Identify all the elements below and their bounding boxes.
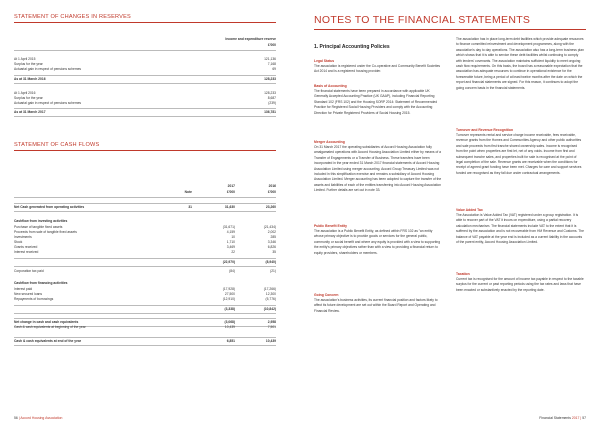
note-subheading: Legal Status: [314, 59, 335, 63]
note-header: Note: [184, 190, 192, 194]
cashflow-row-value-2016: 7,501: [267, 325, 276, 329]
cashflow-row-value-2017: (3,068): [224, 320, 235, 324]
reserves-row-value: 136,781: [264, 110, 276, 114]
note-paragraph: The association's business activities, its current financial position and factors likely to affect its future development are set out within the Board Report and Operating and Financial Review.: [314, 298, 438, 313]
notes-title: NOTES TO THE FINANCIAL STATEMENTS: [314, 14, 531, 26]
cashflow-row-value-2017: 6,851: [226, 339, 235, 343]
right-page-number: 57: [582, 416, 586, 420]
unit-header-2016: £'000: [267, 190, 276, 194]
cashflow-row-value-2016: (5,776): [265, 297, 276, 301]
reserves-row-label: As at 31 March 2017: [14, 110, 46, 114]
reserves-row-value: 8,687: [267, 96, 276, 100]
note-subheading: Value Added Tax: [456, 208, 483, 212]
cashflow-row-value-2017: 10,439: [224, 325, 235, 329]
cashflow-row-label: Investments: [14, 235, 32, 239]
cashflow-row-value-2017: 1,710: [226, 240, 235, 244]
unit-header-2017: £'000: [226, 190, 235, 194]
year-header-2017: 2017: [227, 184, 235, 188]
note-paragraph: The association is a Public Benefit Entity, as defined within FRS 102 as "an entity whose primary objective is to provide goods or services for the general public, community or social benefit and where any equity is provided with a view to supporting the entity's primary objectives rather than with a view to providing a financial return to equity providers, shareholders or members.: [314, 229, 441, 255]
cashflow-row-label: Cash & cash equivalents at end of the year: [14, 339, 82, 343]
cashflow-row-value-2016: 35: [272, 250, 276, 254]
cashflow-row-value-2016: 6,826: [267, 245, 276, 249]
cashflow-row-value-2016: (21,434): [263, 225, 276, 229]
cashflow-row-value-2017: (17,928): [222, 287, 235, 291]
reserve-column-header: Income and expenditure reserve: [225, 37, 276, 41]
cashflow-row-value-2017: (12,910): [222, 297, 235, 301]
cashflow-row-label: Proceeds from sale of tangible fixed assets: [14, 230, 77, 234]
note-paragraph: The association is registered under the Co-operative and Community Benefit Societies Act 2014 and is a registered housing provider.: [314, 64, 441, 74]
cashflow-row-value-2017: (31,671): [222, 225, 235, 229]
cashflow-row-value-2016: 23,260: [265, 205, 276, 209]
reserves-row-label: Actuarial gain in respect of pensions schemes: [14, 67, 82, 71]
reserves-row-value: 128,233: [264, 91, 276, 95]
note-subheading: Public Benefit Entity: [314, 224, 347, 228]
cashflow-row-label: Cash & cash equivalents at beginning of the year: [14, 325, 86, 329]
cashflow-row-label: Net change in cash and cash equivalents: [14, 320, 79, 324]
changes-in-reserves-title: STATEMENT OF CHANGES IN RESERVES: [14, 14, 131, 20]
cashflow-row-label: Corporation tax paid: [14, 269, 44, 273]
reserve-column-unit: £'000: [267, 43, 276, 47]
cashflow-row-label: Net Cash generated from operating activities: [14, 205, 85, 209]
cashflow-row-value-2016: (10,842): [263, 307, 276, 311]
note-paragraph: Current tax is recognised for the amount of income tax payable in respect to the taxable surplus for the current or past reporting periods using the tax rates and laws that have been enacted or substantively enacted by the reporting date.: [456, 277, 584, 292]
cashflow-row-value-2017: (22,970): [222, 260, 235, 264]
cashflow-row-value-2017: 31,630: [224, 205, 235, 209]
right-page: [300, 0, 600, 424]
note-subheading: Taxation: [456, 272, 470, 276]
right-footer-label: Financial Statements: [539, 416, 571, 420]
cashflow-row-label: Stock: [14, 240, 23, 244]
cash-flows-title: STATEMENT OF CASH FLOWS: [14, 142, 100, 148]
cashflow-row-value-2017: (84): [229, 269, 235, 273]
right-footer: Financial Statements 2017 | 57: [539, 416, 586, 420]
reserves-row-value: 7,168: [267, 62, 276, 66]
left-footer: 56 | Accord Housing Association: [14, 416, 63, 420]
cashflow-row-value-2017: 3,469: [226, 245, 235, 249]
reserves-row-label: As at 31 March 2016: [14, 77, 46, 81]
reserves-row-label: Surplus for the year: [14, 62, 43, 66]
note-paragraph: The Association is Value Added Tax (VAT) registered under a group registration. It is able to recover part of the VAT it incurs on expenditure, using a partial recovery calculation mechanism. The financial statements include VAT to the extent that it is suffered by the association and is not recoverable from HM Revenue and Customs. The balance of VAT payable at the year end is included as a current liability in the accounts of the parent entity, Accord Housing Association Limited.: [456, 213, 584, 245]
cashflow-row-label: New secured loans: [14, 292, 43, 296]
cashflow-row-value-2016: 12,300: [265, 292, 276, 296]
cashflow-row-value-2016: 2,002: [267, 230, 276, 234]
reserves-row-label: At 1 April 2015: [14, 57, 36, 61]
cashflow-row-label: Repayments of borrowings: [14, 297, 54, 301]
title-rule: [14, 150, 276, 151]
cashflow-row-value-2016: 2,958: [267, 320, 276, 324]
cashflow-row-note: 31: [188, 205, 192, 209]
cashflow-row-value-2017: 27,500: [224, 292, 235, 296]
cashflow-row-value-2016: 285: [270, 235, 276, 239]
cashflow-row-value-2016: (17,266): [263, 287, 276, 291]
cashflow-row-label: Interest paid: [14, 287, 33, 291]
note-paragraph: Turnover represents rental and service charge income receivable, fees receivable, revenue grants from the Homes and Communities Agency and other public authorities and sale proceeds from first tranche shared ownership sales. Income is recognised from the point when properties are first let, net of any voids. Income from first and subsequent tranche sales, and properties built for sale is recognised at the point of legal completion of the sale. Revenue grants are receivable when the conditions for receipt of agreed grant funding have been met. Charges for care and support services funded are recognised as they fall due under contractual arrangements.: [456, 133, 582, 175]
note-subheading: Basis of Accounting: [314, 84, 347, 88]
reserves-row-value: 69: [272, 67, 276, 71]
note-subheading: Turnover and Revenue Recognition: [456, 128, 514, 132]
note-subheading: Going Concern: [314, 293, 339, 297]
cashflow-row-value-2016: (8,940): [265, 260, 276, 264]
cashflow-row-value-2016: (21): [270, 269, 276, 273]
title-rule: [14, 22, 276, 23]
cashflow-row-value-2016: 10,439: [265, 339, 276, 343]
cashflow-row-label: Grants received: [14, 245, 38, 249]
cashflow-row-value-2017: 22: [231, 250, 235, 254]
reserves-row-label: Actuarial gain in respect of pensions schemes: [14, 101, 82, 105]
section-title: 1. Principal Accounting Policies: [314, 44, 390, 50]
note-paragraph: The financial statements have been prepared in accordance with applicable UK Generally Accepted Accounting Practice (UK GAAP), including Financial Reporting Standard 102 (FRS 102) and the Housing SORP 2014: Statement of Recommended Practice for Registered Social Housing Providers and comply with the Accounting Direction for Private Registered Providers of Social Housing 2015.: [314, 89, 438, 115]
title-rule: [314, 29, 586, 30]
cashflow-row-value-2017: (3,338): [224, 307, 235, 311]
cashflow-row-label: Purchase of tangible fixed assets: [14, 225, 63, 229]
reserves-row-value: 121,136: [264, 57, 276, 61]
cashflow-row-value-2016: 3,346: [267, 240, 276, 244]
left-page-number: 56: [14, 416, 18, 420]
cashflow-row-label: Cashflow from financing activities: [14, 281, 68, 285]
reserves-row-label: Surplus for the year: [14, 96, 43, 100]
cashflow-row-label: Interest received: [14, 250, 39, 254]
right-footer-year: 2017: [571, 416, 580, 420]
reserves-row-value: 128,233: [264, 77, 276, 81]
left-footer-brand: Accord Housing Association: [20, 416, 63, 420]
cashflow-row-value-2017: 10: [231, 235, 235, 239]
note-paragraph: On 31 March 2017 the operating subsidiaries of Accord Housing Association fully amalgamated operations with Accord Housing Association Limited either by means of a Transfer of Engagements or a Transfer of Business. These transfers have been incorporated in the year ended 31 March 2017 financial statements of Accord Housing Association Limited using merger accounting. Accord Group Treasury Limited was not included in this simplification exercise and remains a subsidiary of Accord Housing Association Limited. Merger accounting has been adopted to capture the transfer of the assets and liabilities of each of the entities transferring into Accord Housing Association Limited. Further details are set out in note 33.: [314, 145, 442, 193]
note-subheading: Merger Accounting: [314, 140, 345, 144]
reserves-row-label: At 1 April 2016: [14, 91, 36, 95]
note-paragraph: The association has in place long-term debt facilities which provide adequate resources to finance committed reinvestment and development programmes, along with the association's day to day operations. The association also has a long-term business plan which shows that it is able to service these debt facilities whilst continuing to comply with lenders' covenants. The association maintains sufficient liquidity to meet ongoing cash flow requirements. On this basis, the board has a reasonable expectation that the association has adequate resources to continue in operational existence for the foreseeable future, being a period of at least twelve months after the date on which the report and financial statements are signed. For this reason, it continues to adopt the going concern basis in the financial statements.: [456, 37, 584, 90]
cashflow-row-value-2017: 4,159: [226, 230, 235, 234]
year-header-2016: 2016: [268, 184, 276, 188]
reserves-row-value: (239): [268, 101, 276, 105]
cashflow-row-label: Cashflow from investing activities: [14, 219, 68, 223]
